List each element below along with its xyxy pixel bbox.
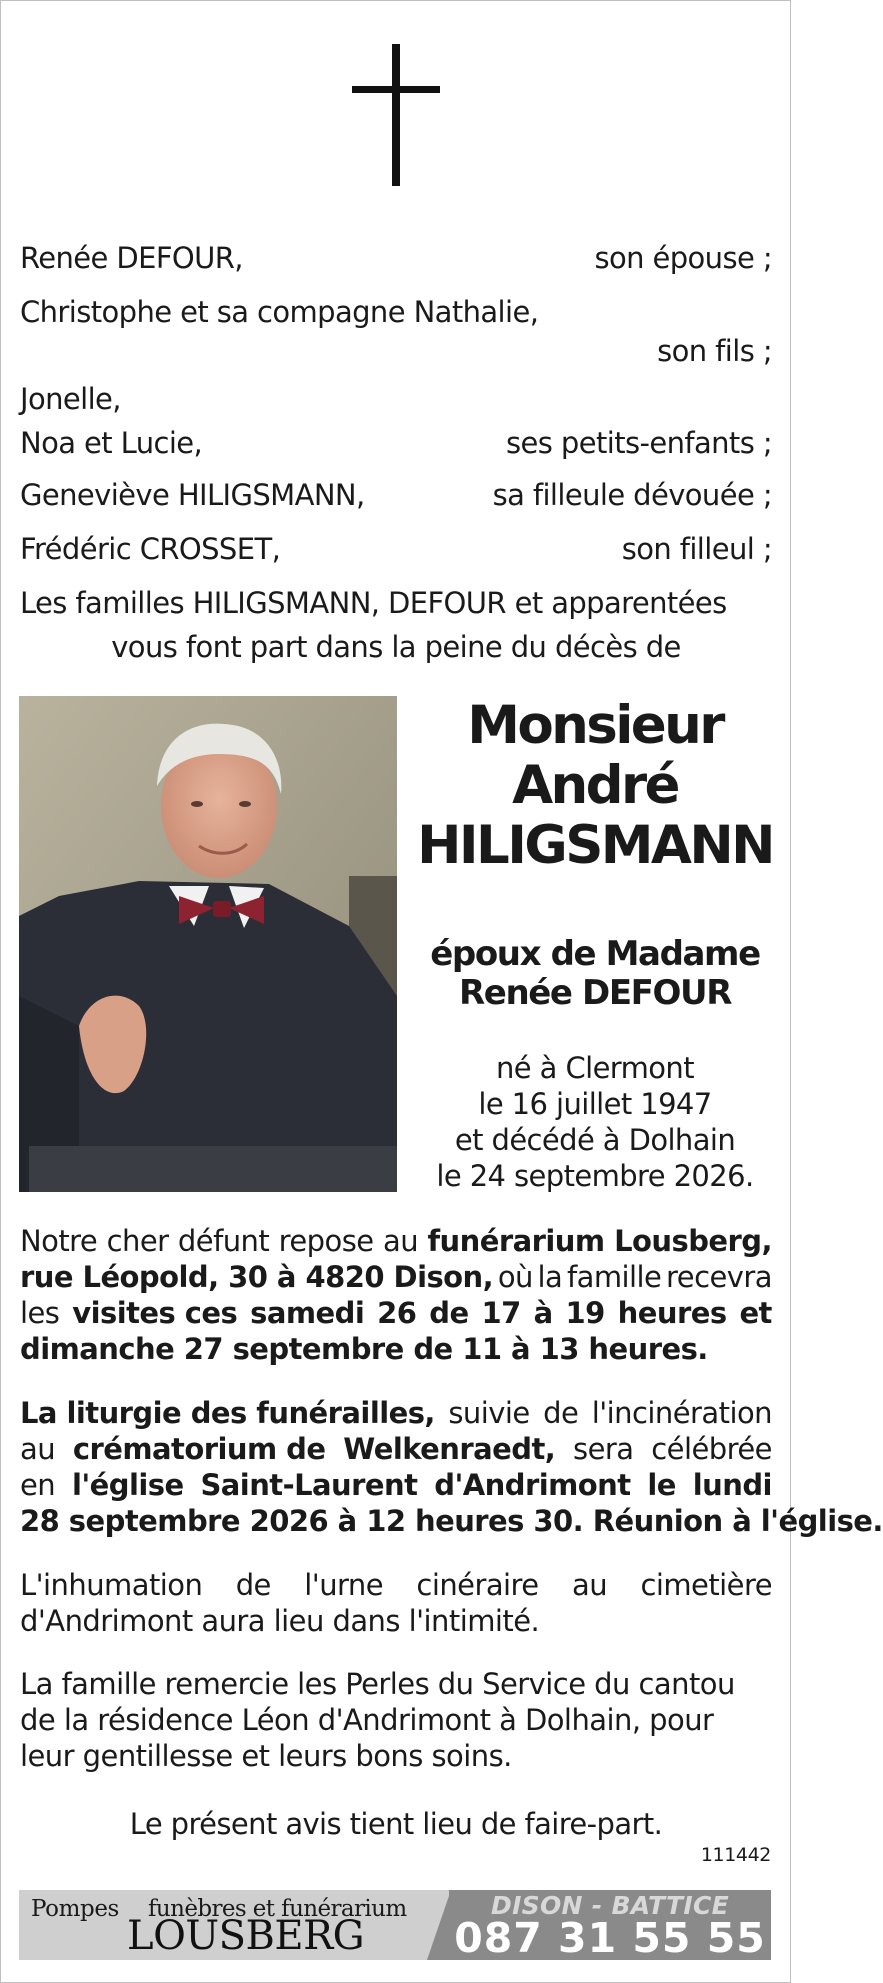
family-name: Noa et Lucie, (20, 426, 203, 460)
spouse-block (410, 935, 780, 1013)
banner-funebres: funèbres et funérarium (148, 1896, 407, 1922)
family-name: Jonelle, (20, 382, 121, 416)
family-relation: son filleul ; (621, 532, 772, 566)
banner-brand: LOUSBERG (127, 1913, 365, 1959)
spouse-line-2: Renée DEFOUR (459, 973, 731, 1013)
closing-line: Le présent avis tient lieu de faire-part. (129, 1807, 663, 1841)
funeral-home-banner (19, 1890, 771, 1960)
death-place: et décédé à Dolhain (454, 1123, 736, 1157)
liturgy-paragraph: La liturgie des funérailles, suivie de l'incinération au crématorium de Welkenraedt, sera célébrée en l'église Saint-Laurent d'Andrimont le lundi 28 septembre 2026 à 12 heures 30. Réunion à l'église. (20, 1396, 883, 1538)
family-relation: son fils ; (657, 334, 772, 368)
visits-paragraph: Notre cher défunt repose au funérarium Lousberg, rue Léopold, 30 à 4820 Dison, où la famille recevra les visites ces samedi 26 de 17 à 19 heures et dimanche 27 septembre de 11 à 13 heures. (20, 1224, 772, 1366)
deceased-portrait (19, 696, 397, 1192)
deceased-first-name: André (512, 755, 678, 816)
birth-date: le 16 juillet 1947 (478, 1087, 712, 1121)
cross-icon (352, 44, 440, 186)
banner-phone: 087 31 55 55 (454, 1914, 766, 1962)
family-name: Frédéric CROSSET, (20, 532, 281, 566)
spouse-line-1: époux de Madame (430, 934, 760, 974)
family-name: Christophe et sa compagne Nathalie, (20, 295, 539, 329)
family-name: Renée DEFOUR, (20, 241, 243, 275)
intro-line-1: Les familles HILIGSMANN, DEFOUR et apparentées (20, 586, 727, 620)
birth-place: né à Clermont (496, 1051, 694, 1085)
banner-pompes: Pompes (31, 1896, 119, 1922)
deceased-title: Monsieur (467, 695, 723, 756)
reference-number: 111442 (700, 1844, 771, 1866)
family-relation: ses petits-enfants ; (506, 426, 772, 460)
family-relation: sa filleule dévouée ; (492, 478, 772, 512)
family-relation: son épouse ; (594, 241, 772, 275)
death-date: le 24 septembre 2026. (436, 1159, 754, 1193)
burial-paragraph: L'inhumation de l'urne cinéraire au cimetière d'Andrimont aura lieu dans l'intimité. (20, 1568, 772, 1638)
dates-block (410, 1050, 780, 1194)
intro-line-2: vous font part dans la peine du décès de (111, 630, 681, 664)
banner-towns: DISON - BATTICE (491, 1891, 729, 1920)
deceased-last-name: HILIGSMANN (417, 815, 773, 876)
thanks-paragraph: La famille remercie les Perles du Service du cantou de la résidence Léon d'Andrimont à Dolhain, pour leur gentillesse et leurs bons soins. (20, 1667, 735, 1773)
family-name: Geneviève HILIGSMANN, (20, 478, 365, 512)
deceased-name-block (410, 696, 780, 876)
